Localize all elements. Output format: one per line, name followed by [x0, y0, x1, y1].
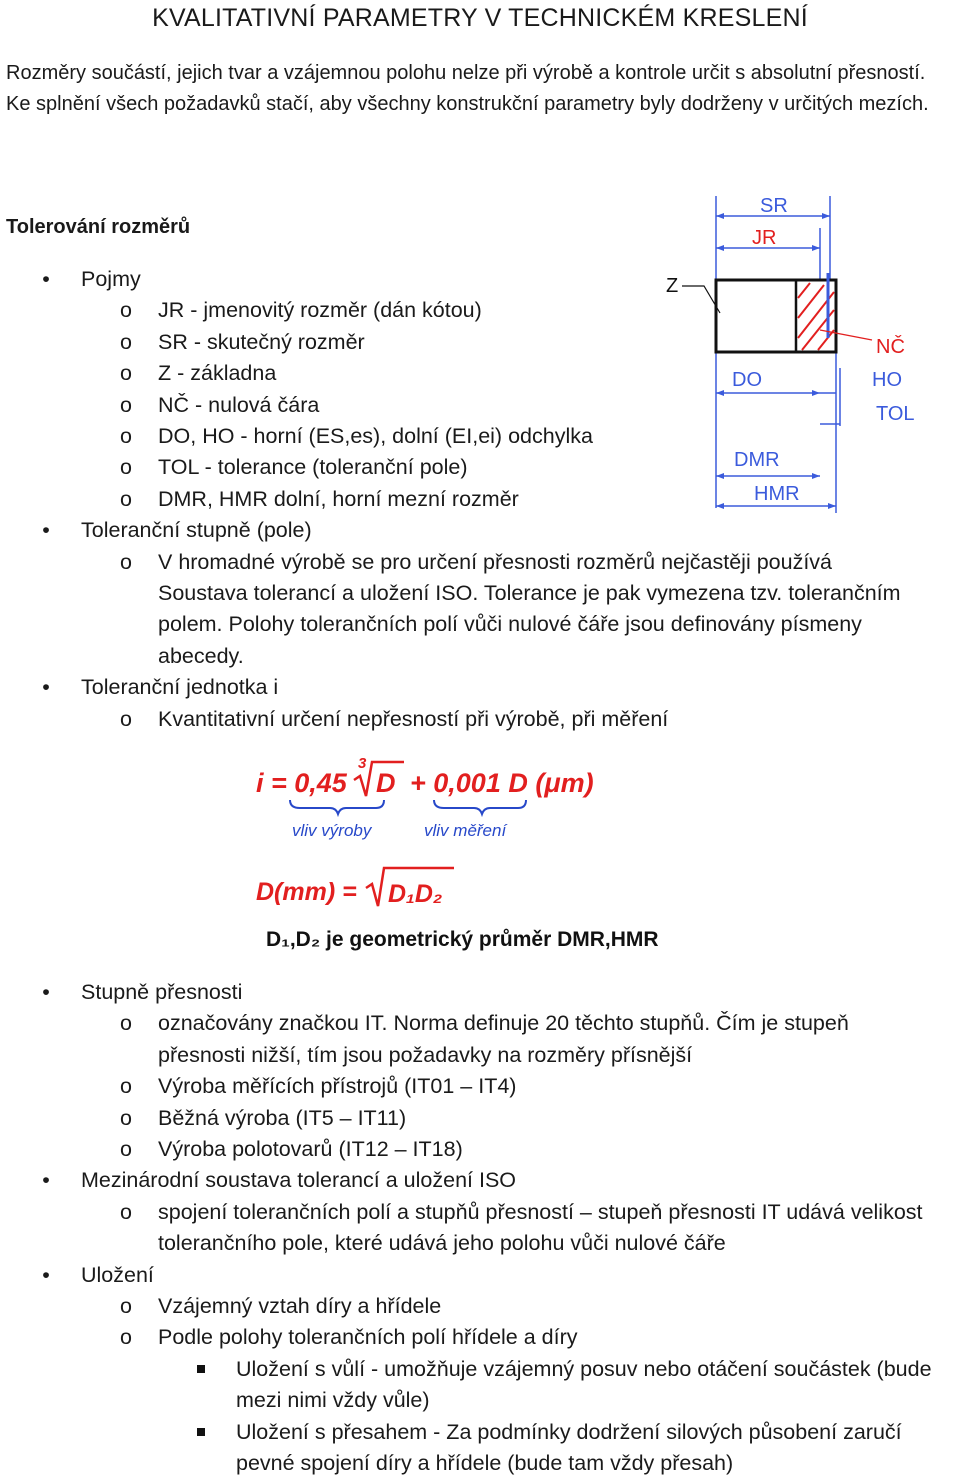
tolerance-diagram [660, 188, 930, 518]
sub-item [40, 1322, 940, 1353]
circle-marker: o [120, 1074, 132, 1099]
sub-item [40, 1071, 940, 1102]
circle-marker: o [120, 1199, 132, 1224]
list-item-label: Uložení [81, 1262, 154, 1287]
sub-item [40, 547, 920, 673]
sub-item [40, 1008, 940, 1071]
label-dmr: DMR [734, 449, 780, 471]
label-nc: NČ [876, 336, 905, 358]
sub-item [40, 1197, 940, 1260]
list-item-ulozeni [40, 1260, 940, 1291]
formula-caption: D₁,D₂ je geometrický průměr DMR,HMR [266, 928, 659, 951]
label-hmr: HMR [754, 483, 800, 505]
circle-marker: o [120, 1325, 132, 1350]
bullet-marker: • [42, 518, 50, 543]
label-tol: TOL [876, 403, 915, 425]
tolerance-unit-formula [248, 748, 738, 958]
circle-marker: o [120, 329, 132, 354]
sub-sub-item [40, 1354, 940, 1417]
section-heading: Tolerování rozměrů [6, 216, 191, 238]
formula-radicand: D [376, 768, 396, 798]
label-ho: HO [872, 369, 902, 391]
circle-marker: o [120, 1105, 132, 1130]
sub-item [40, 1103, 940, 1134]
circle-marker: o [120, 424, 132, 449]
square-bullet-marker [197, 1428, 205, 1436]
list-lower [40, 977, 940, 1480]
sub-sub-item-text: Uložení s přesahem - Za podmínky dodržení silových působení zaručí pevné spojení díry a hřídele (bude tam vždy přesah) [236, 1419, 902, 1476]
bullet-marker: • [42, 980, 50, 1004]
page-title: KVALITATIVNÍ PARAMETRY V TECHNICKÉM KRESLENÍ [152, 4, 808, 32]
formula-i-rhs: + 0,001 D (μm) [410, 768, 594, 798]
bullet-marker: • [42, 675, 50, 700]
circle-marker: o [120, 1137, 132, 1162]
sub-item-text: Z - základna [158, 361, 277, 386]
sub-item [40, 1291, 940, 1322]
formula-i-lhs: i = 0,45 [256, 768, 347, 798]
sub-item-text: Běžná výroba (IT5 – IT11) [158, 1105, 407, 1130]
sub-item-text: TOL - tolerance (toleranční pole) [158, 455, 468, 480]
square-bullet-marker [197, 1365, 205, 1373]
sub-item-text: Vzájemný vztah díry a hřídele [158, 1294, 442, 1319]
sub-item-text: NČ - nulová čára [158, 392, 320, 417]
sub-item [40, 704, 920, 735]
list-item-label: Pojmy [81, 267, 141, 291]
label-sr: SR [760, 195, 788, 217]
sub-item-text: Podle polohy tolerančních polí hřídele a díry [158, 1325, 578, 1350]
circle-marker: o [120, 486, 132, 511]
sub-item-text: V hromadné výrobě se pro určení přesnosti rozměrů nejčastěji používá Soustava tolerancí a uložení ISO. Tolerance je pak vymezena tzv. tolerančním polem. Polohy tolerančních polí vůči nulové čáře jsou definovány písmeny abecedy. [158, 549, 901, 668]
sub-item-text: spojení tolerančních polí a stupňů přesností – stupeň přesnosti IT udává velikost tolerančního pole, které udává jeho polohu vůči nulové čáře [158, 1199, 923, 1256]
sub-item-text: Výroba polotovarů (IT12 – IT18) [158, 1137, 463, 1162]
circle-marker: o [120, 298, 132, 323]
list-item-stupne-presnosti [40, 977, 940, 1008]
circle-marker: o [120, 455, 132, 480]
formula-d-radicand: D₁D₂ [388, 880, 443, 908]
formula-note-mereni: vliv měření [424, 821, 507, 840]
circle-marker: o [120, 392, 132, 417]
list-item-label: Stupně přesnosti [81, 980, 243, 1004]
circle-marker: o [120, 549, 132, 574]
sub-item-text: označovány značkou IT. Norma definuje 20 těchto stupňů. Čím je stupeň přesnosti nižší, tím jsou požadavky na rozměry přísnější [158, 1011, 849, 1067]
sub-item-text: SR - skutečný rozměr [158, 329, 365, 354]
list-item-label: Mezinárodní soustava tolerancí a uložení ISO [81, 1168, 517, 1193]
sub-item-text: Kvantitativní určení nepřesností při výrobě, při měření [158, 706, 669, 731]
label-do: DO [732, 369, 762, 391]
circle-marker: o [120, 1294, 132, 1319]
sub-item [40, 1134, 940, 1165]
label-z: Z [666, 275, 679, 297]
sub-item-text: DMR, HMR dolní, horní mezní rozměr [158, 486, 519, 511]
circle-marker: o [120, 1011, 132, 1036]
list-item-label: Toleranční jednotka i [81, 675, 279, 700]
sub-item-text: Výroba měřících přístrojů (IT01 – IT4) [158, 1074, 517, 1099]
sub-item-text: JR - jmenovitý rozměr (dán kótou) [158, 298, 482, 323]
sub-sub-item [40, 1417, 940, 1480]
list-item-tolerancni-jednotka [40, 672, 920, 703]
formula-root-index: 3 [358, 755, 367, 772]
bullet-marker: • [42, 267, 50, 291]
sub-sub-item-text: Uložení s vůlí - umožňuje vzájemný posuv nebo otáčení součástek (bude mezi nimi vždy vůle) [236, 1356, 932, 1413]
list-item-label: Toleranční stupně (pole) [81, 518, 312, 543]
formula-d-lhs: D(mm) = [256, 878, 357, 906]
intro-paragraph: Rozměry součástí, jejich tvar a vzájemnou polohu nelze při výrobě a kontrole určit s absolutní přesností. Ke splnění všech požadavků stačí, aby všechny konstrukční parametry byly dodrženy v určitých mezích. [6, 62, 929, 115]
sub-item-text: DO, HO - horní (ES,es), dolní (EI,ei) odchylka [158, 424, 593, 449]
label-jr: JR [752, 227, 777, 249]
bullet-marker: • [42, 1168, 50, 1193]
list-item-tolerancni-stupne [40, 515, 920, 546]
list-item-iso [40, 1165, 940, 1196]
circle-marker: o [120, 361, 132, 386]
circle-marker: o [120, 706, 132, 731]
bullet-marker: • [42, 1262, 50, 1287]
formula-note-vyroba: vliv výroby [292, 821, 372, 840]
